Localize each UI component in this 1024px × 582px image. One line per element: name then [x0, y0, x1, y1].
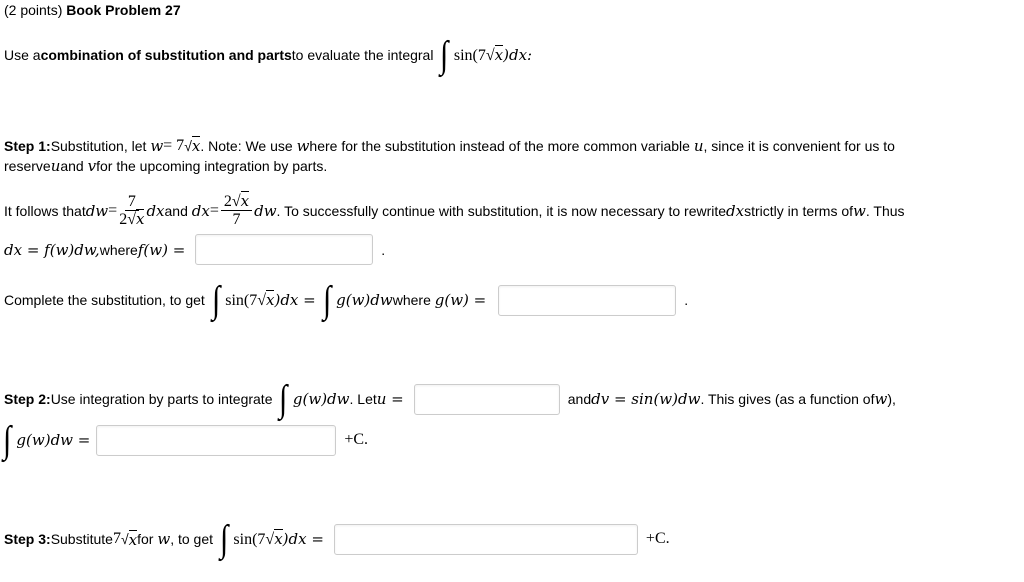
text: where: [99, 241, 138, 258]
integrand: sin(7√x)dx =: [225, 290, 316, 309]
text: and: [567, 391, 592, 407]
math: = 7: [163, 136, 185, 154]
text: strictly in terms of: [744, 202, 854, 219]
text: sin(7: [225, 291, 258, 309]
text: combination of substitution and parts: [40, 47, 292, 63]
step-label: Step 2:: [4, 391, 51, 407]
f-line: [4, 234, 385, 265]
integrand: sin(7√x)dx:: [453, 45, 533, 64]
text: It follows that: [4, 202, 86, 219]
g-of-w-input[interactable]: [498, 285, 676, 316]
math: w: [150, 136, 164, 155]
math: f(w) =: [137, 240, 186, 259]
math: dw: [254, 201, 277, 220]
u-input[interactable]: [414, 384, 560, 415]
math: w: [296, 136, 310, 155]
numerator: 2√x: [221, 193, 252, 211]
follows-line: [4, 193, 905, 228]
text: x: [274, 529, 283, 548]
final-answer-input[interactable]: [334, 524, 638, 555]
text: , since it is convenient for us to: [703, 137, 895, 154]
math: dw: [85, 201, 109, 220]
intro-line: [4, 36, 532, 74]
fraction: [221, 193, 252, 228]
step1-line1: Step 1: Substitution, let w = 7 √ x . Note: We use w here for the substitution instead of the more common variable u , since it is convenient for us to: [4, 136, 895, 155]
text: Use integration by parts to integrate: [50, 391, 273, 407]
plus-c: +C.: [344, 431, 369, 448]
integral-sign: ∫: [440, 34, 449, 76]
step3-line: Step 3: Substitute 7 √ x for w , to get ∫ sin(7√x)dx = +C.: [4, 518, 670, 560]
denominator: 2√x: [119, 210, 145, 228]
math: dx = f(w)dw,: [4, 240, 100, 259]
integral-sign: ∫: [211, 279, 221, 321]
step1-line2: [4, 157, 327, 175]
math: =: [108, 201, 118, 219]
text: , to get: [170, 531, 213, 547]
step2-line2: [0, 421, 368, 459]
step-label: Step 1:: [4, 137, 51, 154]
math: g(w)dw: [336, 291, 393, 309]
integrand: sin(7√x)dx =: [233, 529, 324, 548]
math: g(w)dw =: [16, 431, 91, 449]
step2-line1: [4, 380, 896, 418]
problem-title: Book Problem 27: [66, 2, 181, 18]
math: dx: [726, 201, 745, 220]
math: dx: [146, 201, 165, 220]
numerator: 7: [125, 193, 139, 211]
text: and: [60, 158, 84, 174]
integral-sign: ∫: [220, 518, 229, 560]
text: . This gives (as a function of: [700, 391, 875, 407]
math: 7: [112, 530, 121, 547]
text: . Note: We use: [200, 137, 293, 154]
math: x: [128, 530, 138, 549]
text: . To successfully continue with substitution, it is now necessary to rewrite: [276, 202, 727, 219]
text: ),: [887, 391, 896, 407]
text: )dx =: [282, 529, 324, 548]
fraction: [119, 193, 144, 228]
math: u: [50, 157, 61, 175]
integral-sign: ∫: [3, 419, 12, 461]
denominator: 7: [232, 211, 241, 228]
math: dv = sin(w)dw: [591, 390, 701, 408]
text: .: [684, 292, 689, 308]
math: dx: [191, 201, 210, 220]
integral-result-input[interactable]: [96, 425, 336, 456]
math: w: [157, 530, 171, 548]
text: 2: [119, 211, 128, 228]
math: w: [853, 201, 866, 220]
math: x: [191, 137, 201, 155]
text: Use a: [4, 47, 41, 63]
integral-sign: ∫: [279, 378, 288, 420]
text: 2: [223, 193, 232, 210]
integral-sign: ∫: [322, 279, 332, 321]
math: u =: [376, 390, 404, 408]
text: x: [494, 45, 504, 64]
problem-header: [4, 2, 181, 18]
text: and: [164, 202, 188, 219]
text: .: [381, 241, 386, 258]
math: g(w)dw: [292, 390, 350, 408]
text: sin(7: [453, 46, 486, 64]
plus-c: +C.: [645, 530, 670, 547]
text: Complete the substitution, to get: [4, 292, 205, 308]
text: where: [392, 292, 431, 308]
text: Substitute: [50, 531, 113, 547]
text: Substitution, let: [50, 137, 147, 154]
math: w: [874, 390, 888, 408]
text: for: [137, 531, 154, 547]
math: =: [209, 201, 219, 219]
text: x: [135, 210, 145, 228]
text: . Let: [349, 391, 377, 407]
f-of-w-input[interactable]: [195, 234, 373, 265]
complete-line: [4, 281, 688, 319]
points-label: (2 points): [4, 2, 63, 18]
text: reserve: [4, 158, 51, 174]
text: sin(7: [233, 530, 266, 548]
text: )dx:: [503, 45, 533, 64]
step-label: Step 3:: [4, 531, 51, 547]
math: u: [693, 136, 704, 155]
text: x: [240, 192, 250, 210]
text: )dx =: [274, 290, 316, 309]
math: g(w) =: [434, 291, 487, 309]
text: here for the substitution instead of the more common variable: [309, 137, 690, 154]
text: x: [266, 290, 275, 309]
text: for the upcoming integration by parts.: [96, 158, 328, 174]
text: to evaluate the integral: [291, 47, 434, 63]
text: . Thus: [865, 202, 905, 219]
math: v: [87, 157, 97, 175]
